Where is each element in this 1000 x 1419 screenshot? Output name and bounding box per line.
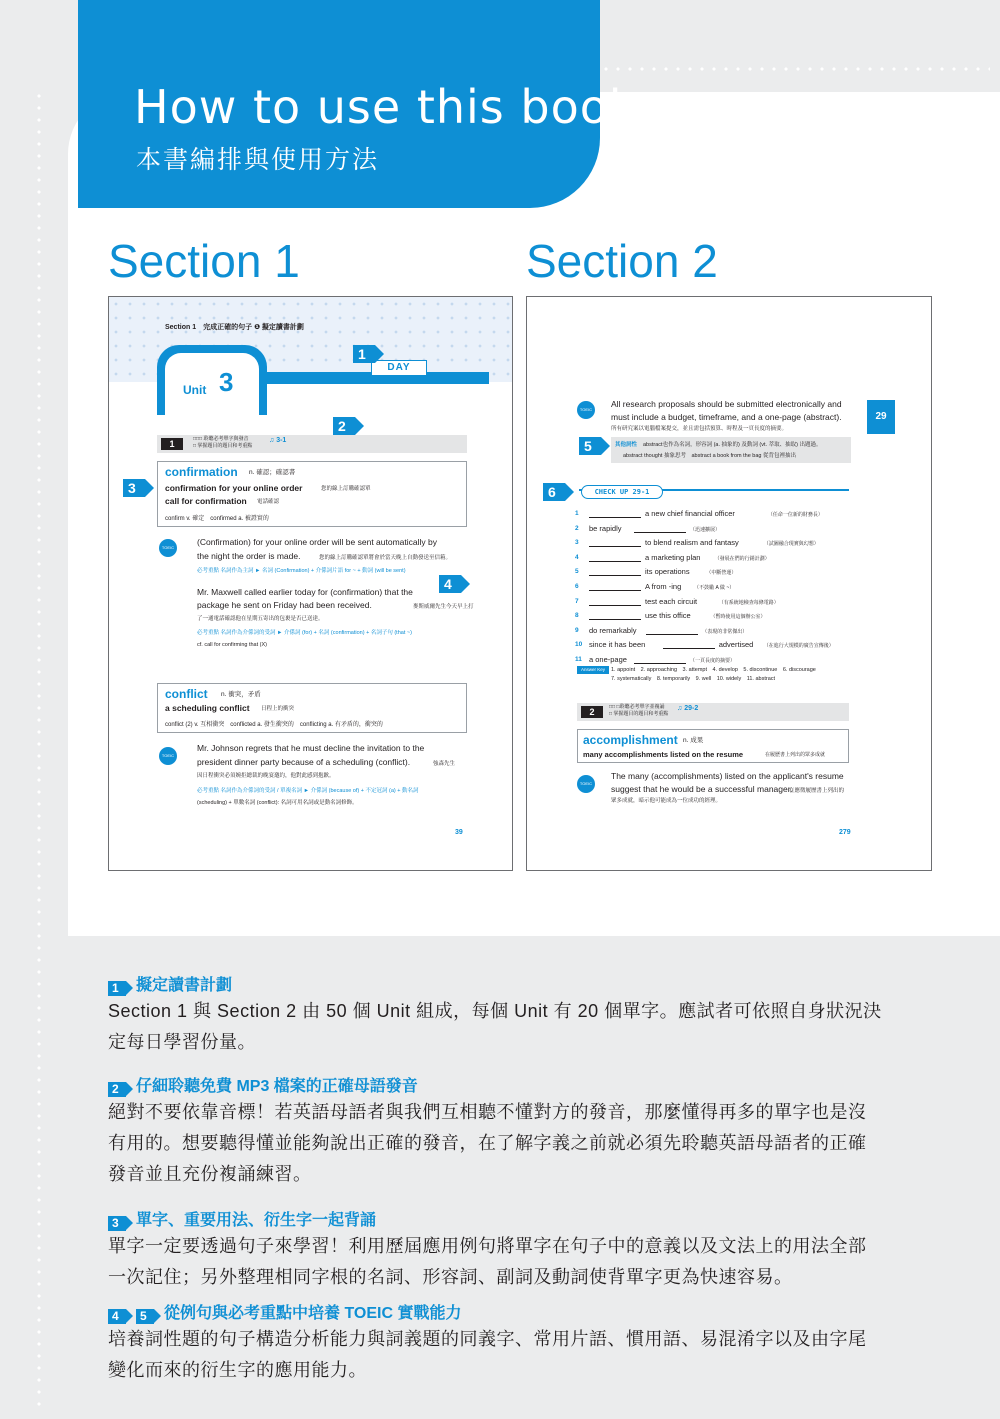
explanation-line: 有用的。想要聽得懂並能夠說出正確的發音，在了解字義之前就必須先聆聽英語母語者的正確 bbox=[108, 1133, 867, 1153]
answers-line-2: 7. systematically 8. temporarily 9. well 10. widely 11. abstract bbox=[611, 676, 776, 682]
exercise-zh: （表現的非常傑出） bbox=[702, 628, 748, 635]
exercise-blank[interactable] bbox=[589, 590, 641, 591]
exercise-zh: （迅速擴展） bbox=[690, 526, 721, 533]
listen-line-1: □□□ 聆聽必考單字與發音 bbox=[193, 436, 249, 442]
exercise-row bbox=[575, 537, 875, 549]
exercise-number: 9 bbox=[575, 626, 579, 634]
explanation-line: 定每日學習份量。 bbox=[108, 1032, 256, 1052]
exercise-text: use this office bbox=[645, 611, 691, 621]
exercise-zh: （有系統地檢查每條電路） bbox=[718, 599, 779, 606]
exercise-blank[interactable] bbox=[589, 575, 641, 576]
exercise-row bbox=[575, 610, 875, 622]
entry-1-pos: n. 確認；確認書 bbox=[249, 469, 296, 476]
exercise-row bbox=[575, 625, 875, 637]
exercise-row bbox=[575, 596, 875, 608]
exercise-row bbox=[575, 654, 875, 666]
exercise-blank[interactable] bbox=[634, 663, 686, 664]
exercise-zh: （一頁長度的摘要） bbox=[690, 658, 736, 664]
exercise-number: 11 bbox=[575, 656, 582, 663]
answer-key-label: Answer Key bbox=[577, 666, 609, 674]
page-number-2: 279 bbox=[839, 829, 851, 836]
entry-1-point-2: 必考重點 名詞作為介係詞的受詞 ► 介係詞 (for) + 名詞 (confirmation) + 名詞子句 (that ~) bbox=[197, 630, 412, 636]
explanation-line: 培養詞性題的句子構造分析能力與詞義題的同義字、常用片語、慣用語、易混淆字以及由字尾 bbox=[108, 1329, 867, 1349]
sentence-line-2: must include a budget, timeframe, and a one-page (abstract). bbox=[611, 412, 842, 422]
explanation-marker: 4 bbox=[108, 1309, 126, 1324]
exercise-zh: （試圖融合現實與幻想） bbox=[763, 541, 819, 548]
exercise-row bbox=[575, 523, 875, 535]
explanation-heading-text: 單字、重要用法、衍生字一起背誦 bbox=[136, 1212, 377, 1229]
exercise-row bbox=[575, 552, 875, 564]
entry-2-point-1: 必考重點 名詞作為介係詞的受詞 / 單複名詞 ► 介係詞 (because of) + 不定冠詞 (a) + 動名詞 bbox=[197, 788, 419, 794]
other-usage-line-2: abstract thought 抽象思考 abstract a book from the bag 從背包裡抽出 bbox=[623, 453, 797, 459]
day-label: DAY bbox=[371, 360, 427, 376]
exercise-zh: （暫時使用這個辦公室） bbox=[710, 614, 766, 621]
exercise-row bbox=[575, 581, 875, 593]
exercise-zh: （中斷營運） bbox=[706, 570, 737, 577]
unit-word: Unit bbox=[183, 383, 207, 397]
entry-1-phrase-1-zh: 您的線上訂購確認單 bbox=[321, 486, 371, 492]
exercise-row bbox=[575, 508, 875, 520]
exercise-number: 4 bbox=[575, 553, 579, 561]
exercise-number: 2 bbox=[575, 524, 579, 532]
entry-1-example-2-zh-2: 了一通電話確認他在星期五寄出的包裹是否已送達。 bbox=[197, 616, 324, 622]
entry-2-word: conflict bbox=[165, 687, 208, 701]
exercise-blank[interactable] bbox=[646, 634, 698, 635]
explanation-heading-text: 從例句與必考重點中培養 TOEIC 實戰能力 bbox=[164, 1305, 462, 1322]
explanation-line: Section 1 與 Section 2 由 50 個 Unit 組成，每個 Unit 有 20 個單字。應試者可依照自身狀況決 bbox=[108, 1001, 882, 1021]
entry-1-example-1b: the night the order is made. bbox=[197, 551, 301, 561]
exercise-row bbox=[575, 566, 875, 578]
explanation-marker: 5 bbox=[136, 1309, 154, 1324]
unit-tab-inner bbox=[165, 353, 259, 417]
entry-2-pos: n. 衝突，矛盾 bbox=[221, 691, 261, 698]
explanation-heading bbox=[108, 1207, 376, 1231]
page-number: 39 bbox=[455, 829, 463, 836]
exercise-text: its operations bbox=[645, 567, 690, 577]
entry-2-phrase-1: a scheduling conflict bbox=[165, 703, 250, 713]
entry-p2-example-a: The many (accomplishments) listed on the applicant's resume bbox=[611, 771, 844, 781]
explanation-heading bbox=[108, 1300, 462, 1324]
entry-1-phrase-2-zh: 電話確認 bbox=[257, 499, 280, 505]
explanation-marker: 3 bbox=[108, 1216, 126, 1231]
decorative-dots-top bbox=[600, 66, 990, 72]
decorative-dots-left bbox=[36, 90, 42, 1410]
audio-track-number-2: 29-2 bbox=[684, 705, 699, 712]
marker-5: 5 bbox=[579, 437, 601, 455]
exercise-number: 8 bbox=[575, 612, 579, 620]
explanation-heading bbox=[108, 972, 232, 996]
sentence-zh: 所有研究案以電腦檔案提交，並且需包括預算、時程及一頁長度的摘要。 bbox=[611, 426, 788, 432]
section-1-label: Section 1 bbox=[108, 235, 300, 287]
explanation-line: 一次記住；另外整理相同字根的名詞、形容詞、副詞及動詞使背單字更為快速容易。 bbox=[108, 1267, 793, 1287]
explanation-heading-text: 仔細聆聽免費 MP3 檔案的正確母語發音 bbox=[136, 1078, 418, 1095]
toeic-badge-3: TOEIC bbox=[577, 401, 595, 419]
explanation-marker: 2 bbox=[108, 1082, 126, 1097]
exercise-blank[interactable] bbox=[589, 517, 641, 518]
entry-2-derivatives: conflict (2) v. 互相衝突 conflicted a. 發生衝突的 conflicting a. 有矛盾的，衝突的 bbox=[165, 722, 383, 728]
entry-1-phrase-1: confirmation for your online order bbox=[165, 483, 303, 493]
exercise-zh: （發展在們的行銷計劃） bbox=[714, 555, 770, 562]
entry-p2-example-zh-2: 眾多成就，暗示他可能成為一位成功的經理。 bbox=[611, 798, 722, 804]
entry-1-phrase-2: call for confirmation bbox=[165, 496, 247, 506]
exercise-blank[interactable] bbox=[663, 648, 715, 649]
explanation-heading bbox=[108, 1073, 418, 1097]
exercise-blank[interactable] bbox=[589, 561, 641, 562]
entry-1-example-2b: package he sent on Friday had been received. bbox=[197, 600, 372, 610]
entry-2-example-1-zh-1: 強森先生 bbox=[433, 761, 456, 767]
exercise-text: test each circuit bbox=[645, 596, 698, 606]
exercise-number: 10 bbox=[575, 641, 583, 649]
checkup-label: CHECK UP 29-1 bbox=[581, 485, 663, 499]
entry-p2-phrase: many accomplishments listed on the resume bbox=[583, 750, 744, 759]
exercise-prefix: a one-page bbox=[589, 655, 627, 664]
entry-2-example-1a: Mr. Johnson regrets that he must decline the invitation to the bbox=[197, 743, 425, 753]
entry-1-derivatives: confirm v. 確定 confirmed a. 被證實的 bbox=[165, 516, 269, 522]
exercise-zh: （不鼓勵 A 做 ~） bbox=[694, 585, 735, 591]
entry-p2-phrase-zh: 在履歷書上列出的眾多成就 bbox=[765, 752, 826, 758]
explanation-line: 單字一定要透過句子來學習！利用歷屆應用例句將單字在句子中的意義以及文法上的用法全部 bbox=[108, 1236, 867, 1256]
exercise-number: 1 bbox=[575, 510, 579, 517]
audio-track-number: 3-1 bbox=[276, 437, 287, 444]
page-title: How to use this book bbox=[134, 80, 637, 134]
audio-track-2: ♫ 29-2 bbox=[677, 705, 699, 712]
toeic-badge-2: TOEIC bbox=[159, 747, 177, 765]
listen-line-2: □ 掌握題目的題目和考重點 bbox=[193, 443, 253, 449]
toeic-badge: TOEIC bbox=[159, 539, 177, 557]
listen-line-2-p2: □ 掌握題目的題目和考重點 bbox=[609, 711, 669, 717]
section-2-sample-page bbox=[526, 296, 932, 871]
entry-1-example-2a: Mr. Maxwell called earlier today for (confirmation) that the bbox=[197, 587, 413, 597]
entry-1-cf: cf. call for confirming that (X) bbox=[197, 642, 267, 648]
exercise-text: to blend realism and fantasy bbox=[645, 538, 739, 548]
listen-box-number-2: 2 bbox=[581, 706, 603, 718]
explanation-line: 變化而來的衍生字的應用能力。 bbox=[108, 1360, 367, 1380]
entry-p2-example-zh-1: 在應徵履歷書上列出的 bbox=[789, 788, 845, 794]
exercise-prefix: be rapidly bbox=[589, 523, 622, 533]
exercise-text: a marketing plan bbox=[645, 552, 701, 562]
entry-1-point-1: 必考重點 名詞作為主詞 ► 名詞 (Confirmation) + 介係詞片語 for ~ + 動詞 (will be sent) bbox=[197, 568, 406, 574]
exercise-number: 6 bbox=[575, 583, 579, 590]
marker-4: 4 bbox=[439, 575, 461, 593]
listen-box-number: 1 bbox=[161, 438, 183, 450]
entry-2-example-1b: president dinner party because of a scheduling (conflict). bbox=[197, 757, 411, 767]
toeic-badge-4: TOEIC bbox=[577, 775, 595, 793]
entry-p2-word: accomplishment bbox=[583, 733, 678, 747]
page-subtitle: 本書編排與使用方法 bbox=[136, 146, 380, 174]
exercise-blank[interactable] bbox=[589, 619, 641, 620]
section-1-sample-page bbox=[108, 296, 513, 871]
explanation-line: 發音並且充份複誦練習。 bbox=[108, 1164, 312, 1184]
exercise-number: 3 bbox=[575, 539, 579, 547]
explanation-heading-text: 擬定讀書計劃 bbox=[136, 977, 233, 994]
explanation-marker: 1 bbox=[108, 981, 126, 996]
exercise-row bbox=[575, 639, 875, 651]
marker-6: 6 bbox=[543, 483, 565, 501]
entry-1-word: confirmation bbox=[165, 465, 238, 479]
entry-p2-example-b: suggest that he would be a successful manager. bbox=[611, 784, 793, 794]
entry-1-example-1-zh: 您的線上訂購確認單將會於當天晚上自動發送至信箱。 bbox=[319, 555, 452, 561]
exercise-blank[interactable] bbox=[634, 532, 686, 533]
section-2-label: Section 2 bbox=[526, 235, 718, 287]
exercise-number: 7 bbox=[575, 597, 579, 605]
exercise-blank[interactable] bbox=[589, 605, 641, 606]
answers-line-1: 1. appoint 2. approaching 3. attempt 4. develop 5. discontinue 6. discourage bbox=[611, 667, 816, 673]
marker-2: 2 bbox=[333, 417, 355, 435]
entry-2-point-1b: (scheduling) + 單數名詞 (conflict): 名詞可用名詞或是動名詞修飾。 bbox=[197, 800, 358, 806]
exercise-text: a new chief financial officer bbox=[645, 509, 735, 518]
entry-2-phrase-1-zh: 日程上的衝突 bbox=[261, 706, 295, 712]
explanation-line: 絕對不要依靠音標！若英語母語者與我們互相聽不懂對方的發音，那麼懂得再多的單字也是沒 bbox=[108, 1102, 867, 1122]
audio-track: ♫ 3-1 bbox=[269, 437, 287, 444]
entry-1-example-2-zh-1: 麥斯威爾先生今天早上打 bbox=[413, 604, 474, 610]
entry-p2-pos: n. 成果 bbox=[683, 737, 704, 744]
entry-1-example-1a: (Confirmation) for your online order will be sent automatically by bbox=[197, 537, 437, 547]
listen-line-1-p2: □□ □聆聽必考單字並複誦 bbox=[609, 704, 665, 710]
exercise-number: 5 bbox=[575, 568, 579, 576]
entry-2-example-1-zh-2: 因日程衝突必須婉拒總裁的晚宴邀約，他對此感到抱歉。 bbox=[197, 773, 335, 779]
exercise-text: A from -ing bbox=[645, 582, 682, 591]
other-usage-text: abstract也作為名詞，形容詞 (a. 抽象的) 及動詞 (vt. 萃取、抽取) 出題過。 bbox=[643, 442, 822, 448]
sentence-line-1: All research proposals should be submitted electronically and bbox=[611, 399, 842, 409]
other-usage-label: 其他詞性 bbox=[615, 442, 638, 448]
exercise-zh: （在進行大規模的廣告宣傳後） bbox=[763, 643, 834, 650]
marker-1: 1 bbox=[353, 345, 375, 363]
marker-3: 3 bbox=[123, 479, 145, 497]
chapter-tab: 29 bbox=[867, 400, 895, 434]
exercise-text: advertised bbox=[718, 640, 754, 650]
exercise-prefix: since it has been bbox=[589, 640, 646, 650]
exercise-blank[interactable] bbox=[589, 546, 641, 547]
breadcrumb: Section 1 完成正確的句子 ❶ 擬定讀書計劃 bbox=[165, 324, 304, 331]
unit-number: 3 bbox=[219, 367, 234, 397]
exercise-zh: （任命一位新的財務長） bbox=[767, 512, 823, 518]
exercise-prefix: do remarkably bbox=[589, 625, 637, 635]
